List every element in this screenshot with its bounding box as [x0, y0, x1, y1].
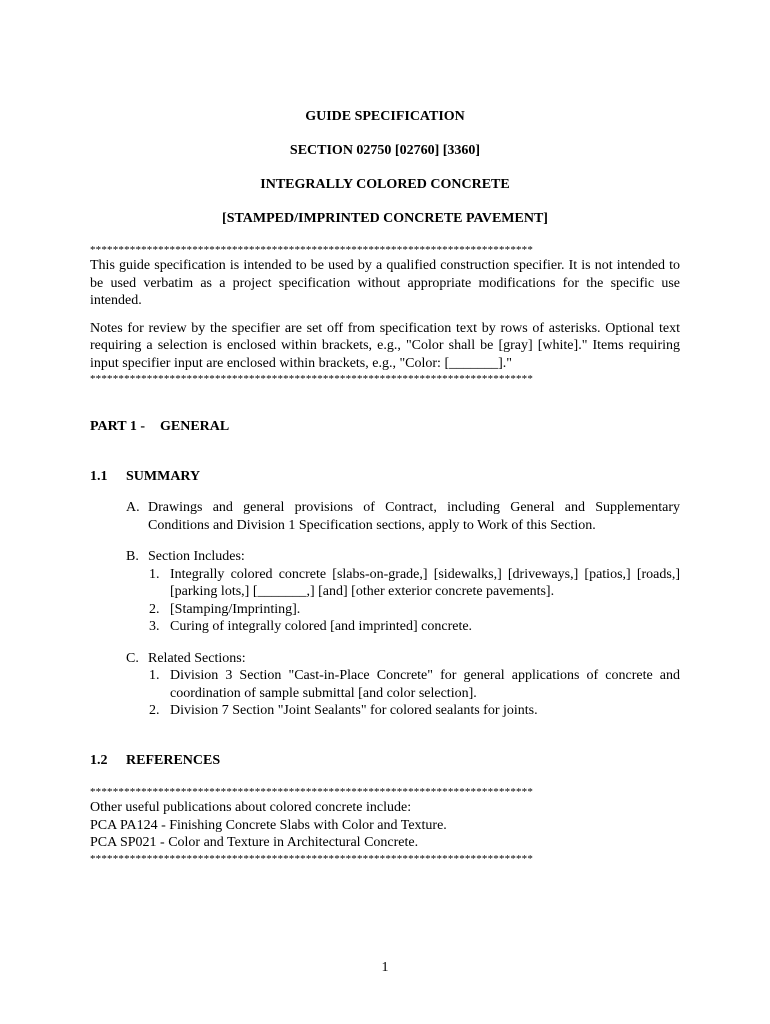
sub-item-number: 3.: [149, 619, 160, 634]
reference-line: PCA PA124 - Finishing Concrete Slabs with Color and Texture.: [90, 817, 447, 833]
reference-line: PCA SP021 - Color and Texture in Architectural Concrete.: [90, 835, 419, 850]
asterisk-divider: ******************************************************************************: [90, 852, 534, 865]
reference-line: Other useful publications about colored concrete include:: [90, 800, 412, 815]
item-letter: C.: [126, 650, 139, 666]
part-label: PART 1 -: [90, 419, 145, 434]
item-letter: A.: [126, 500, 140, 515]
sub-item-text: [Stamping/Imprinting].: [170, 601, 301, 617]
sub-item: [90, 667, 680, 702]
sub-item-number: 2.: [149, 601, 160, 617]
doc-title: GUIDE SPECIFICATION: [305, 109, 465, 124]
item-letter: B.: [126, 549, 139, 564]
article-title: REFERENCES: [126, 752, 221, 768]
section-title: INTEGRALLY COLORED CONCRETE: [260, 177, 510, 192]
section-subtitle: [STAMPED/IMPRINTED CONCRETE PAVEMENT]: [222, 210, 548, 226]
asterisk-divider: ******************************************************************************: [90, 786, 534, 798]
article-title: SUMMARY: [126, 468, 201, 484]
list-item: [90, 499, 680, 534]
specifier-note-paragraph: Notes for review by the specifier are set off from specification text by rows of asterisks. Optional text requiring a selection is enclosed within brackets, e.g., "Color shall be [gray] [white]." Items requiring input specifier input are enclosed within brackets, e.g., "Color: [_______].": [90, 320, 680, 371]
article-number: 1.1: [90, 468, 108, 484]
section-number: SECTION 02750 [02760] [3360]: [289, 142, 481, 158]
item-text: Drawings and general provisions of Contract, including General and Supplementary Conditions and Division 1 Specification sections, apply to Work of this Section.: [148, 500, 680, 533]
sub-item-number: 2.: [149, 703, 160, 718]
sub-item-number: 1.: [149, 566, 160, 582]
list-item: [90, 548, 680, 566]
article-number: 1.2: [90, 752, 108, 768]
sub-item: [90, 702, 680, 720]
page-number: 1: [381, 960, 389, 975]
asterisk-divider: ******************************************************************************: [90, 244, 534, 256]
sub-item-text: Curing of integrally colored [and imprinted] concrete.: [170, 619, 473, 634]
part-heading: [90, 418, 680, 436]
paragraph-list: [90, 499, 680, 720]
sub-item-text: Integrally colored concrete [slabs-on-grade,] [sidewalks,] [driveways,] [patios,] [roads,] [parking lots,] [_______,] [and] [other exterior concrete pavements].: [170, 566, 680, 599]
document-page: [90, 108, 680, 866]
sub-item-number: 1.: [149, 668, 160, 683]
sub-item: [90, 618, 680, 636]
sub-item: [90, 566, 680, 601]
list-item: [90, 650, 680, 668]
part-title: GENERAL: [160, 419, 230, 434]
specifier-note-paragraph: This guide specification is intended to be used by a qualified construction specifier. It is not intended to be used verbatim as a project specification without appropriate modifications for the specific use intended.: [90, 258, 680, 308]
item-text: Related Sections:: [148, 650, 246, 666]
sub-item-text: Division 7 Section "Joint Sealants" for colored sealants for joints.: [170, 703, 538, 718]
sub-item-text: Division 3 Section "Cast-in-Place Concrete" for general applications of concrete and coordination of sample submittal [and color selection].: [170, 668, 680, 701]
article-heading: [90, 468, 680, 486]
asterisk-divider: ******************************************************************************: [90, 373, 534, 385]
article-heading: [90, 752, 680, 770]
item-text: Section Includes:: [148, 549, 245, 564]
sub-item: [90, 601, 680, 619]
